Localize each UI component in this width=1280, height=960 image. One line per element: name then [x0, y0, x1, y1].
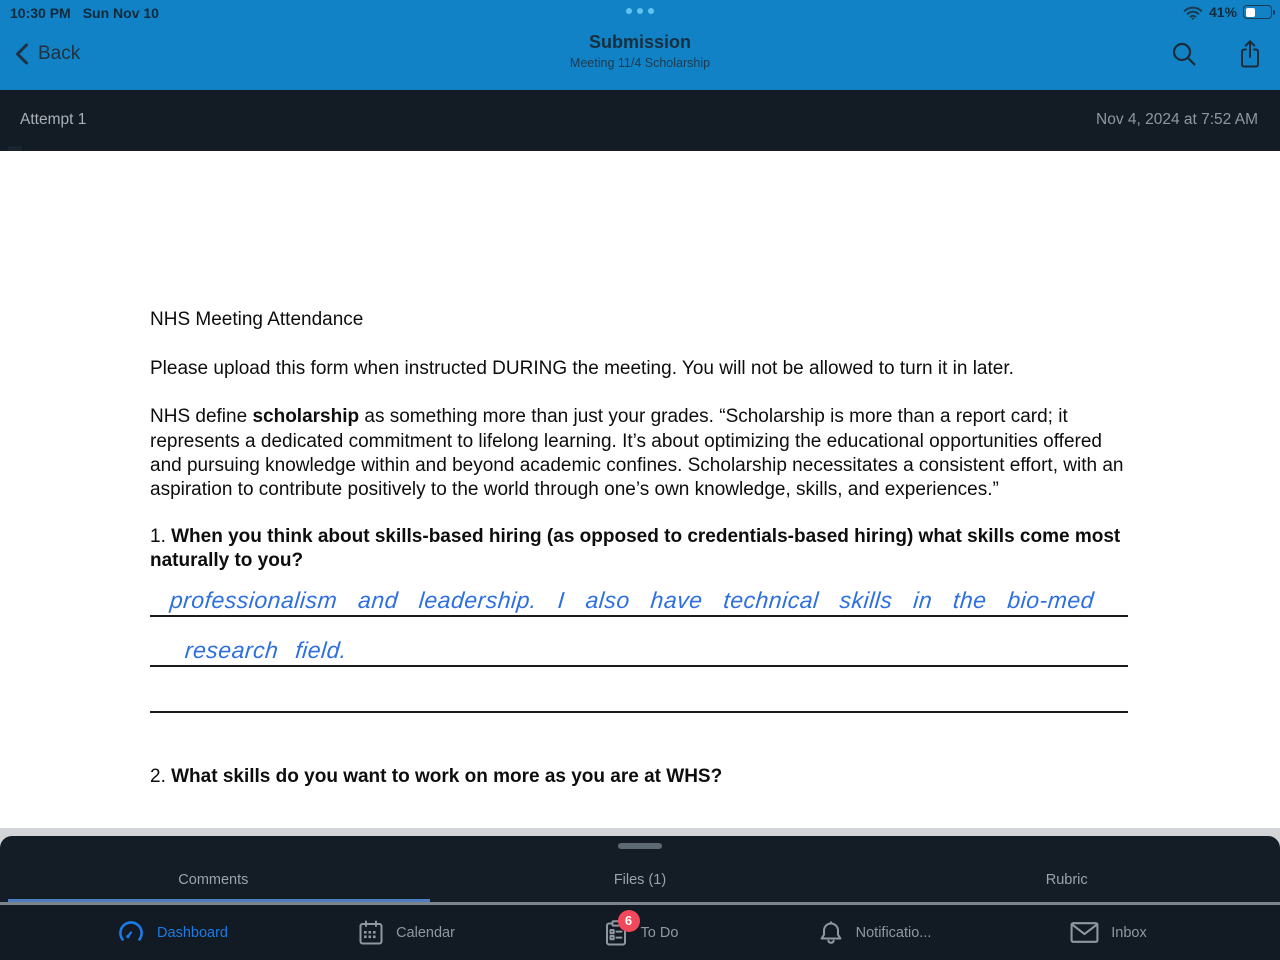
handwritten-answer-line-1: professionalism and leadership. I also have technical skills in the bio-med	[168, 586, 1096, 613]
status-date: Sun Nov 10	[82, 5, 159, 21]
tab-label: Notificatio...	[855, 924, 932, 941]
tab-files[interactable]: Files (1)	[613, 872, 667, 888]
answer-line-2	[150, 617, 1128, 667]
back-label: Back	[38, 43, 81, 64]
tab-dashboard[interactable]	[55, 905, 289, 960]
battery-percent: 41%	[1208, 4, 1237, 20]
calendar-icon	[357, 919, 385, 947]
tab-comments[interactable]: Comments	[178, 872, 249, 888]
attempt-bar	[0, 90, 1280, 151]
page-subtitle: Meeting 11/4 Scholarship	[569, 56, 711, 70]
top-header-background	[0, 0, 1280, 90]
bold-word: scholarship	[252, 406, 360, 428]
document-paragraph-1: Please upload this form when instructed DURING the meeting. You will not be allowed to turn it in later.	[150, 358, 1014, 380]
battery-icon	[1243, 5, 1272, 19]
handwritten-answer-line-2: research field.	[183, 636, 349, 663]
submitted-document[interactable]	[0, 151, 1280, 828]
gauge-icon	[116, 919, 146, 947]
sheet-drag-handle[interactable]	[618, 843, 662, 849]
tab-label: Calendar	[396, 924, 455, 941]
multitask-dots-icon[interactable]	[626, 8, 654, 14]
tab-calendar[interactable]	[289, 905, 523, 960]
attempt-timestamp: Nov 4, 2024 at 7:52 AM	[1096, 111, 1258, 128]
attempt-label: Attempt 1	[20, 111, 87, 128]
question-1: 1. When you think about skills-based hiring (as opposed to credentials-based hiring) what skills come most naturally to you?	[150, 526, 1121, 572]
app-tab-bar	[0, 905, 1280, 960]
bell-icon	[817, 919, 845, 947]
todo-count-badge: 6	[618, 910, 640, 932]
tab-inbox[interactable]	[991, 905, 1225, 960]
bottom-sheet	[0, 836, 1280, 960]
answer-line-1	[150, 574, 1128, 617]
document-paragraph-2: NHS define scholarship as something more than just your grades. “Scholarship is more than a report card; it represents a dedicated commitment to lifelong learning. It’s about optimizing the educational opportunities offered and pursuing knowledge within and beyond academic confines. Scholarship necessitates a consistent effort, with an aspiration to contribute positively to the world through one’s own knowledge, skills, and experiences.”	[150, 406, 1124, 501]
document-title: NHS Meeting Attendance	[150, 309, 364, 330]
tab-rubric[interactable]: Rubric	[1045, 872, 1088, 888]
sheet-tabs	[0, 858, 1280, 902]
page-title: Submission	[588, 32, 691, 52]
tab-label: Dashboard	[157, 924, 228, 941]
question-2: 2. What skills do you want to work on more as you are at WHS?	[150, 765, 723, 787]
tab-notifications[interactable]	[757, 905, 991, 960]
tab-label: Inbox	[1111, 924, 1147, 941]
answer-line-3	[150, 667, 1128, 713]
status-bar	[0, 0, 1280, 26]
clipboard-icon	[602, 913, 633, 947]
share-icon[interactable]	[1234, 38, 1266, 70]
envelope-icon	[1069, 920, 1100, 945]
tab-label: To Do	[640, 924, 679, 941]
search-icon[interactable]	[1168, 38, 1200, 70]
tab-todo[interactable]	[523, 905, 757, 960]
status-time: 10:30 PM	[10, 5, 71, 21]
wifi-icon	[1183, 5, 1203, 20]
navigation-header	[0, 26, 1280, 90]
